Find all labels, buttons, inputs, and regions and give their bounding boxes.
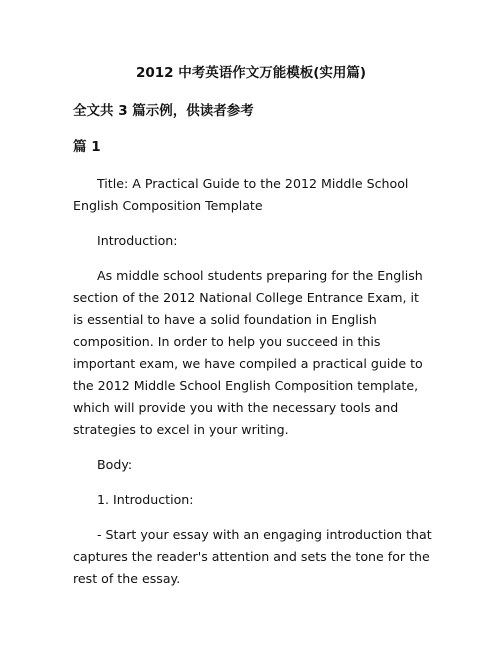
paragraph-title-line: Title: A Practical Guide to the 2012 Middle School English Composition Template (73, 176, 409, 213)
paragraph-body-heading: Body: (97, 457, 133, 472)
paragraph-introduction-heading: Introduction: (97, 233, 178, 248)
document-subtitle: 全文共 3 篇示例，供读者参考 (73, 103, 254, 119)
section-heading: 篇 1 (73, 139, 101, 155)
document-body (73, 173, 433, 603)
paragraph-introduction-text: As middle school students preparing for the English section of the 2012 National College Entrance Exam, it is essential to have a solid foundation in English composition. In order to help you succeed in this important exam, we have compiled a practical guide to the 2012 Middle School English Composition template, which will provide you with the necessary tools and strategies to excel in your writing. (73, 268, 423, 437)
document-title: 2012 中考英语作文万能模板(实用篇) (135, 65, 367, 81)
paragraph-list-item-1: 1. Introduction: (97, 492, 194, 507)
paragraph-list-item-1-detail: - Start your essay with an engaging introduction that captures the reader's attention and sets the tone for the rest of the essay. (73, 527, 432, 586)
